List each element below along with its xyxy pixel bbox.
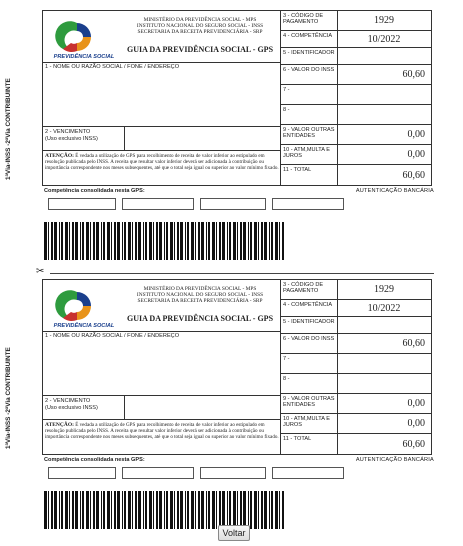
barcode-bar [61,222,63,260]
previdencia-logo-icon [49,19,119,55]
field-value [339,85,429,104]
field-value: 0,00 [407,398,425,409]
barcode-bar [145,222,147,260]
form-right-column [281,11,431,185]
barcode-bar [51,222,53,260]
barcode-bar [170,491,173,529]
barcode-bar [174,491,175,529]
cut-line [36,266,434,277]
previdencia-logo [49,19,119,59]
barcode-bar [80,222,81,260]
barcode-bar [269,222,270,260]
barcode-bar [271,222,273,260]
barcode-bar [258,222,259,260]
barcode-bar [208,491,210,529]
nome-label: 1 - NOME OU RAZÃO SOCIAL / FONE / ENDEREÇO [45,64,180,70]
barcode-bar [54,491,57,529]
barcode-bar [72,491,74,529]
field-label: 7 - [281,354,338,373]
barcode-bar [250,491,252,529]
barcode-bar [65,222,68,260]
field-label: 3 - CÓDIGO DE PAGAMENTO [281,280,338,299]
field-label: 4 - COMPETÊNCIA [281,31,338,47]
barcode-bar [254,222,257,260]
previdencia-logo-icon [49,288,119,324]
field-label: 6 - VALOR DO INSS [281,334,338,353]
competencia-consolidada-label: Competência consolidada nesta GPS: [44,457,145,463]
gps-form [42,10,432,186]
field-row [281,434,431,454]
barcode-bar [208,222,210,260]
barcode-bar [180,491,183,529]
barcode-bar [201,222,204,260]
barcode-bar [237,491,238,529]
barcode-bar [187,491,189,529]
barcode-bar [143,222,144,260]
barcode-bar [149,491,152,529]
barcode-bar [111,491,112,529]
nome-field [43,332,280,396]
barcode-bar [44,491,47,529]
field-row [281,145,431,165]
vencimento-label-line: (Uso exclusivo INSS) [45,404,98,411]
field-row [281,394,431,414]
barcode-bar [198,491,200,529]
barcode-bar [132,222,133,260]
ministry-text [121,286,279,305]
barcode-bar [101,222,102,260]
barcode-bar [166,491,168,529]
barcode-bar [75,491,78,529]
barcode [44,491,286,529]
barcode-bar [227,491,228,529]
ministry-line: SECRETARIA DA RECEITA PREVIDENCIÁRIA - SRP [137,298,263,305]
barcode-bar [229,222,231,260]
voltar-button[interactable]: Voltar [218,525,250,541]
field-label: 8 - [281,374,338,393]
field-label: 9 - VALOR OUTRAS ENTIDADES [281,125,338,144]
warning-text [45,153,279,172]
barcode-bar [48,222,49,260]
form-left-column [43,11,281,185]
nome-label: 1 - NOME OU RAZÃO SOCIAL / FONE / ENDEREÇO [45,333,180,339]
gps-form [42,279,432,455]
logo-text: PREVIDÊNCIA SOCIAL [53,323,115,329]
ministry-line: INSTITUTO NACIONAL DO SEGURO SOCIAL - INSS [136,23,264,30]
field-label: 11 - TOTAL [281,434,338,454]
field-value: 60,60 [402,69,425,80]
barcode-bar [185,222,186,260]
barcode-bar [275,222,278,260]
field-row [281,31,431,48]
barcode-bar [282,222,284,260]
barcode-bar [107,222,110,260]
barcode-bar [248,491,249,529]
barcode-bar [72,222,74,260]
competencia-box [48,198,116,210]
field-label: 4 - COMPETÊNCIA [281,300,338,316]
barcode-bar [282,491,284,529]
barcode-bar [219,222,221,260]
barcode-bar [156,491,158,529]
barcode-bar [264,491,267,529]
competencia-box [200,467,266,479]
warning-body: É vedada a utilização de GPS para recolhimento de receita de valor inferior ao estipulado em resolução publicada pelo INSS. A receita que resultar valor inferior deverá ser adicionada à contribuição ou importância correspondente nos meses subsequentes, até que o total seja igual ou superior ao valor mínimo fixado. [45,422,279,441]
field-row [281,280,431,300]
barcode-bar [96,222,99,260]
field-row [281,125,431,145]
side-label: 1ªVia-INSS -2ªVia CONTRIBUINTE [5,78,12,180]
competencia-box [272,198,344,210]
barcode-bar [44,222,47,260]
barcode-bar [86,491,89,529]
barcode-bar [128,222,131,260]
barcode-bar [227,222,228,260]
field-value [339,317,429,333]
field-label: 5 - IDENTIFICADOR [281,48,338,64]
field-value: 1929 [374,284,394,295]
barcode-bar [143,491,144,529]
logo-text: PREVIDÊNCIA SOCIAL [53,54,115,60]
barcode-bar [51,491,53,529]
barcode-bar [82,222,84,260]
barcode-bar [206,222,207,260]
form-left-column [43,280,281,454]
barcode-bar [191,491,194,529]
barcode-bar [107,491,110,529]
barcode-bar [124,222,126,260]
barcode-bar [258,491,259,529]
field-value [339,354,429,373]
barcode-bar [233,491,236,529]
vencimento-label-line: 2 - VENCIMENTO [45,398,91,404]
barcode-bar [124,491,126,529]
nome-field [43,63,280,127]
barcode-bar [135,222,137,260]
field-row [281,414,431,434]
barcode-bar [159,222,162,260]
field-value: 1929 [374,15,394,26]
ministry-line: MINISTÉRIO DA PREVIDÊNCIA SOCIAL - MPS [143,286,257,292]
autenticacao-label: AUTENTICAÇÃO BANCÁRIA [355,188,434,194]
barcode-bar [93,491,95,529]
barcode-bar [117,491,120,529]
barcode-bar [237,222,238,260]
barcode-bar [153,222,154,260]
barcode-bar [275,491,278,529]
field-value: 60,60 [402,169,425,181]
barcode-bar [201,491,204,529]
field-row [281,354,431,374]
barcode-bar [206,491,207,529]
field-row [281,374,431,394]
barcode-bar [96,491,99,529]
field-value: 10/2022 [367,302,401,314]
barcode-bar [229,491,231,529]
field-row [281,300,431,317]
field-value [339,48,429,64]
barcode-bar [114,491,116,529]
barcode-bar [212,222,215,260]
field-value: 0,00 [407,418,425,429]
warning-text [45,422,279,441]
barcode-bar [222,222,225,260]
barcode-bar [135,491,137,529]
vencimento-label-line: (Uso exclusivo INSS) [45,135,98,142]
barcode-bar [59,222,60,260]
field-label: 5 - IDENTIFICADOR [281,317,338,333]
guide-title: GUIA DA PREVIDÊNCIA SOCIAL - GPS [126,45,274,54]
barcode-bar [138,491,141,529]
barcode-bar [54,222,57,260]
barcode-bar [264,222,267,260]
barcode-bar [122,222,123,260]
barcode [44,222,286,260]
barcode-bar [195,222,196,260]
vencimento-value [125,127,280,151]
field-label: 8 - [281,105,338,124]
ministry-line: SECRETARIA DA RECEITA PREVIDENCIÁRIA - SRP [137,29,263,36]
ministry-line: MINISTÉRIO DA PREVIDÊNCIA SOCIAL - MPS [143,17,257,23]
barcode-bar [243,491,246,529]
field-value: 0,00 [407,129,425,140]
barcode-bar [114,222,116,260]
field-label: 7 - [281,85,338,104]
barcode-bar [128,491,131,529]
barcode-bar [159,491,162,529]
form-header [43,280,280,332]
barcode-bar [222,491,225,529]
barcode-bar [216,222,217,260]
barcode-bar [212,491,215,529]
barcode-bar [149,222,152,260]
vencimento-value [125,396,280,420]
field-value: 60,60 [402,338,425,349]
field-label: 10 - ATM,MULTA E JUROS [281,414,338,433]
barcode-bar [90,222,91,260]
field-value [339,105,429,124]
field-value: 10/2022 [367,33,401,45]
barcode-bar [174,222,175,260]
barcode-bar [261,222,263,260]
scissors-icon: ✂ [36,266,45,277]
barcode-bar [164,222,165,260]
barcode-bar [48,491,49,529]
barcode-bar [103,491,105,529]
barcode-bar [145,491,147,529]
barcode-bar [153,491,154,529]
barcode-bar [279,222,280,260]
barcode-bar [132,491,133,529]
field-value: 0,00 [407,149,425,160]
field-row [281,105,431,125]
vencimento-label [45,398,98,411]
barcode-bar [86,222,89,260]
field-label: 9 - VALOR OUTRAS ENTIDADES [281,394,338,413]
barcode-bar [185,491,186,529]
barcode-bar [177,222,179,260]
previdencia-logo [49,288,119,328]
barcode-bar [177,491,179,529]
barcode-bar [82,491,84,529]
field-value: 60,60 [402,438,425,450]
barcode-bar [219,491,221,529]
barcode-bar [271,491,273,529]
barcode-bar [164,491,165,529]
barcode-bar [156,222,158,260]
barcode-bar [233,222,236,260]
competencia-box [200,198,266,210]
barcode-bar [166,222,168,260]
barcode-bar [69,491,70,529]
form-right-column [281,280,431,454]
guide-title: GUIA DA PREVIDÊNCIA SOCIAL - GPS [126,314,274,323]
barcode-bar [117,222,120,260]
barcode-bar [261,491,263,529]
vencimento-label [45,129,98,142]
barcode-bar [65,491,68,529]
barcode-bar [90,491,91,529]
barcode-bar [198,222,200,260]
autenticacao-label: AUTENTICAÇÃO BANCÁRIA [355,457,434,463]
field-row [281,65,431,85]
barcode-bar [59,491,60,529]
field-value [339,374,429,393]
competencia-box [272,467,344,479]
barcode-bar [240,222,242,260]
barcode-bar [61,491,63,529]
form-header [43,11,280,63]
barcode-bar [195,491,196,529]
barcode-bar [243,222,246,260]
ministry-text [121,17,279,36]
barcode-bar [69,222,70,260]
barcode-bar [279,491,280,529]
side-label: 1ªVia-INSS -2ªVia CONTRIBUINTE [5,347,12,449]
field-row [281,11,431,31]
barcode-bar [216,491,217,529]
barcode-bar [254,491,257,529]
barcode-bar [269,491,270,529]
competencia-box [48,467,116,479]
barcode-bar [138,222,141,260]
dashed-divider [50,273,434,274]
vencimento-field [43,396,125,420]
warning-bold: ATENÇÃO: [45,422,74,428]
field-row [281,317,431,334]
field-label: 6 - VALOR DO INSS [281,65,338,84]
barcode-bar [170,222,173,260]
barcode-bar [240,491,242,529]
barcode-bar [93,222,95,260]
field-label: 3 - CÓDIGO DE PAGAMENTO [281,11,338,30]
field-row [281,334,431,354]
competencia-consolidada-label: Competência consolidada nesta GPS: [44,188,145,194]
barcode-bar [180,222,183,260]
barcode-bar [187,222,189,260]
barcode-bar [122,491,123,529]
field-row [281,165,431,185]
barcode-bar [80,491,81,529]
barcode-bar [75,222,78,260]
warning-bold: ATENÇÃO: [45,153,74,159]
barcode-bar [101,491,102,529]
barcode-bar [250,222,252,260]
vencimento-field [43,127,125,151]
ministry-line: INSTITUTO NACIONAL DO SEGURO SOCIAL - INSS [136,292,264,299]
barcode-bar [191,222,194,260]
field-label: 10 - ATM,MULTA E JUROS [281,145,338,164]
warning-body: É vedada a utilização de GPS para recolhimento de receita de valor inferior ao estipulado em resolução publicada pelo INSS. A receita que resultar valor inferior deverá ser adicionada à contribuição ou importância correspondente nos meses subsequentes, até que o total seja igual ou superior ao valor mínimo fixado. [45,153,279,172]
field-row [281,48,431,65]
vencimento-label-line: 2 - VENCIMENTO [45,129,91,135]
competencia-box [122,467,194,479]
barcode-bar [248,222,249,260]
competencia-box [122,198,194,210]
field-label: 11 - TOTAL [281,165,338,185]
barcode-bar [103,222,105,260]
barcode-bar [111,222,112,260]
field-row [281,85,431,105]
